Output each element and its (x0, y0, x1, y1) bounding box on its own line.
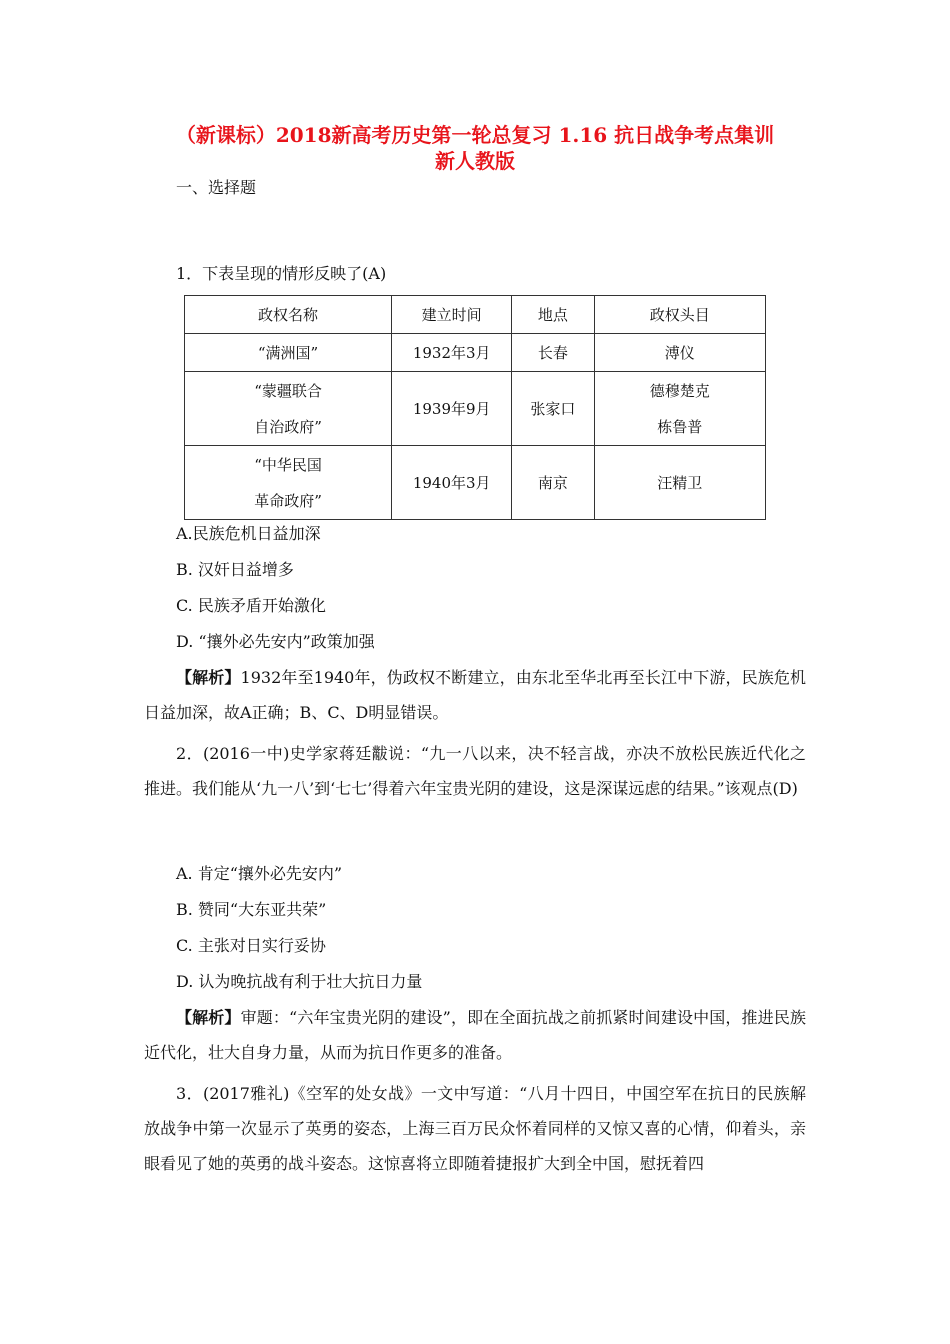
q2-option-d: D. 认为晚抗战有利于壮大抗日力量 (176, 972, 423, 991)
q1-analysis-text: 1932年至1940年，伪政权不断建立，由东北至华北再至长江中下游，民族危机日益加深，故A正确；B、C、D明显错误。 (144, 668, 806, 722)
table-cell-line: 自治政府” (254, 417, 322, 436)
q1-stem: 1．下表呈现的情形反映了(A) (176, 264, 387, 283)
table-cell: 1940年3月 (392, 446, 512, 520)
table-row (185, 334, 766, 372)
table-cell: 汪精卫 (594, 446, 765, 520)
q1-option-d: D. “攘外必先安内”政策加强 (176, 632, 375, 651)
q2-analysis-text: 审题：“六年宝贵光阴的建设”，即在全面抗战之前抓紧时间建设中国，推进民族近代化，壮大自身力量，从而为抗日作更多的准备。 (144, 1008, 806, 1062)
table-cell: 1932年3月 (392, 334, 512, 372)
table-header-cell: 建立时间 (392, 296, 512, 334)
q2-option-b: B. 赞同“大东亚共荣” (176, 900, 327, 919)
table-cell-line: 革命政府” (254, 491, 322, 510)
table-cell-line: “蒙疆联合 (254, 381, 322, 400)
table-header-cell: 地点 (512, 296, 594, 334)
q2-stem: 2．(2016一中)史学家蒋廷黻说：“九一八以来，决不轻言战，亦决不放松民族近代化之推进。我们能从‘九一八’到‘七七’得着六年宝贵光阴的建设，这是深谋远虑的结果。”该观点(D) (144, 744, 806, 798)
q1-option-c: C. 民族矛盾开始激化 (176, 596, 326, 615)
q3-stem: 3．(2017雅礼)《空军的处女战》一文中写道：“八月十四日，中国空军在抗日的民族解放战争中第一次显示了英勇的姿态，上海三百万民众怀着同样的又惊又喜的心情，仰着头，亲眼看见了她的英勇的战斗姿态。这惊喜将立即随着捷报扩大到全中国，慰抚着四 (144, 1084, 806, 1173)
table-cell: 南京 (512, 446, 594, 520)
table-header-row (185, 296, 766, 334)
document-title-line1: （新课标）2018新高考历史第一轮总复习 1.16 抗日战争考点集训 (175, 123, 775, 147)
q2-analysis (144, 1000, 806, 1070)
table-row (185, 446, 766, 520)
table-cell-line: 德穆楚克 (649, 381, 710, 400)
table-cell: “满洲国” (185, 334, 392, 372)
puppet-regime-table (184, 295, 766, 520)
analysis-label: 【解析】 (176, 668, 241, 687)
document-title-line2: 新人教版 (435, 149, 515, 173)
table-cell: 长春 (512, 334, 594, 372)
q1-analysis (144, 660, 806, 730)
table-cell (185, 372, 392, 446)
q1-option-b: B. 汉奸日益增多 (176, 560, 294, 579)
section-heading: 一、选择题 (176, 178, 257, 197)
table-cell (594, 372, 765, 446)
q1-option-a: A.民族危机日益加深 (176, 524, 321, 543)
table-cell-line: 栋鲁普 (657, 417, 703, 436)
table-cell-line: “中华民国 (254, 455, 322, 474)
q2-option-a: A. 肯定“攘外必先安内” (176, 864, 343, 883)
table-cell (185, 446, 392, 520)
table-row (185, 372, 766, 446)
table-cell: 1939年9月 (392, 372, 512, 446)
table-cell: 溥仪 (594, 334, 765, 372)
q2-option-c: C. 主张对日实行妥协 (176, 936, 326, 955)
table-header-cell: 政权名称 (185, 296, 392, 334)
table-header-cell: 政权头目 (594, 296, 765, 334)
table-cell: 张家口 (512, 372, 594, 446)
analysis-label: 【解析】 (176, 1008, 241, 1027)
